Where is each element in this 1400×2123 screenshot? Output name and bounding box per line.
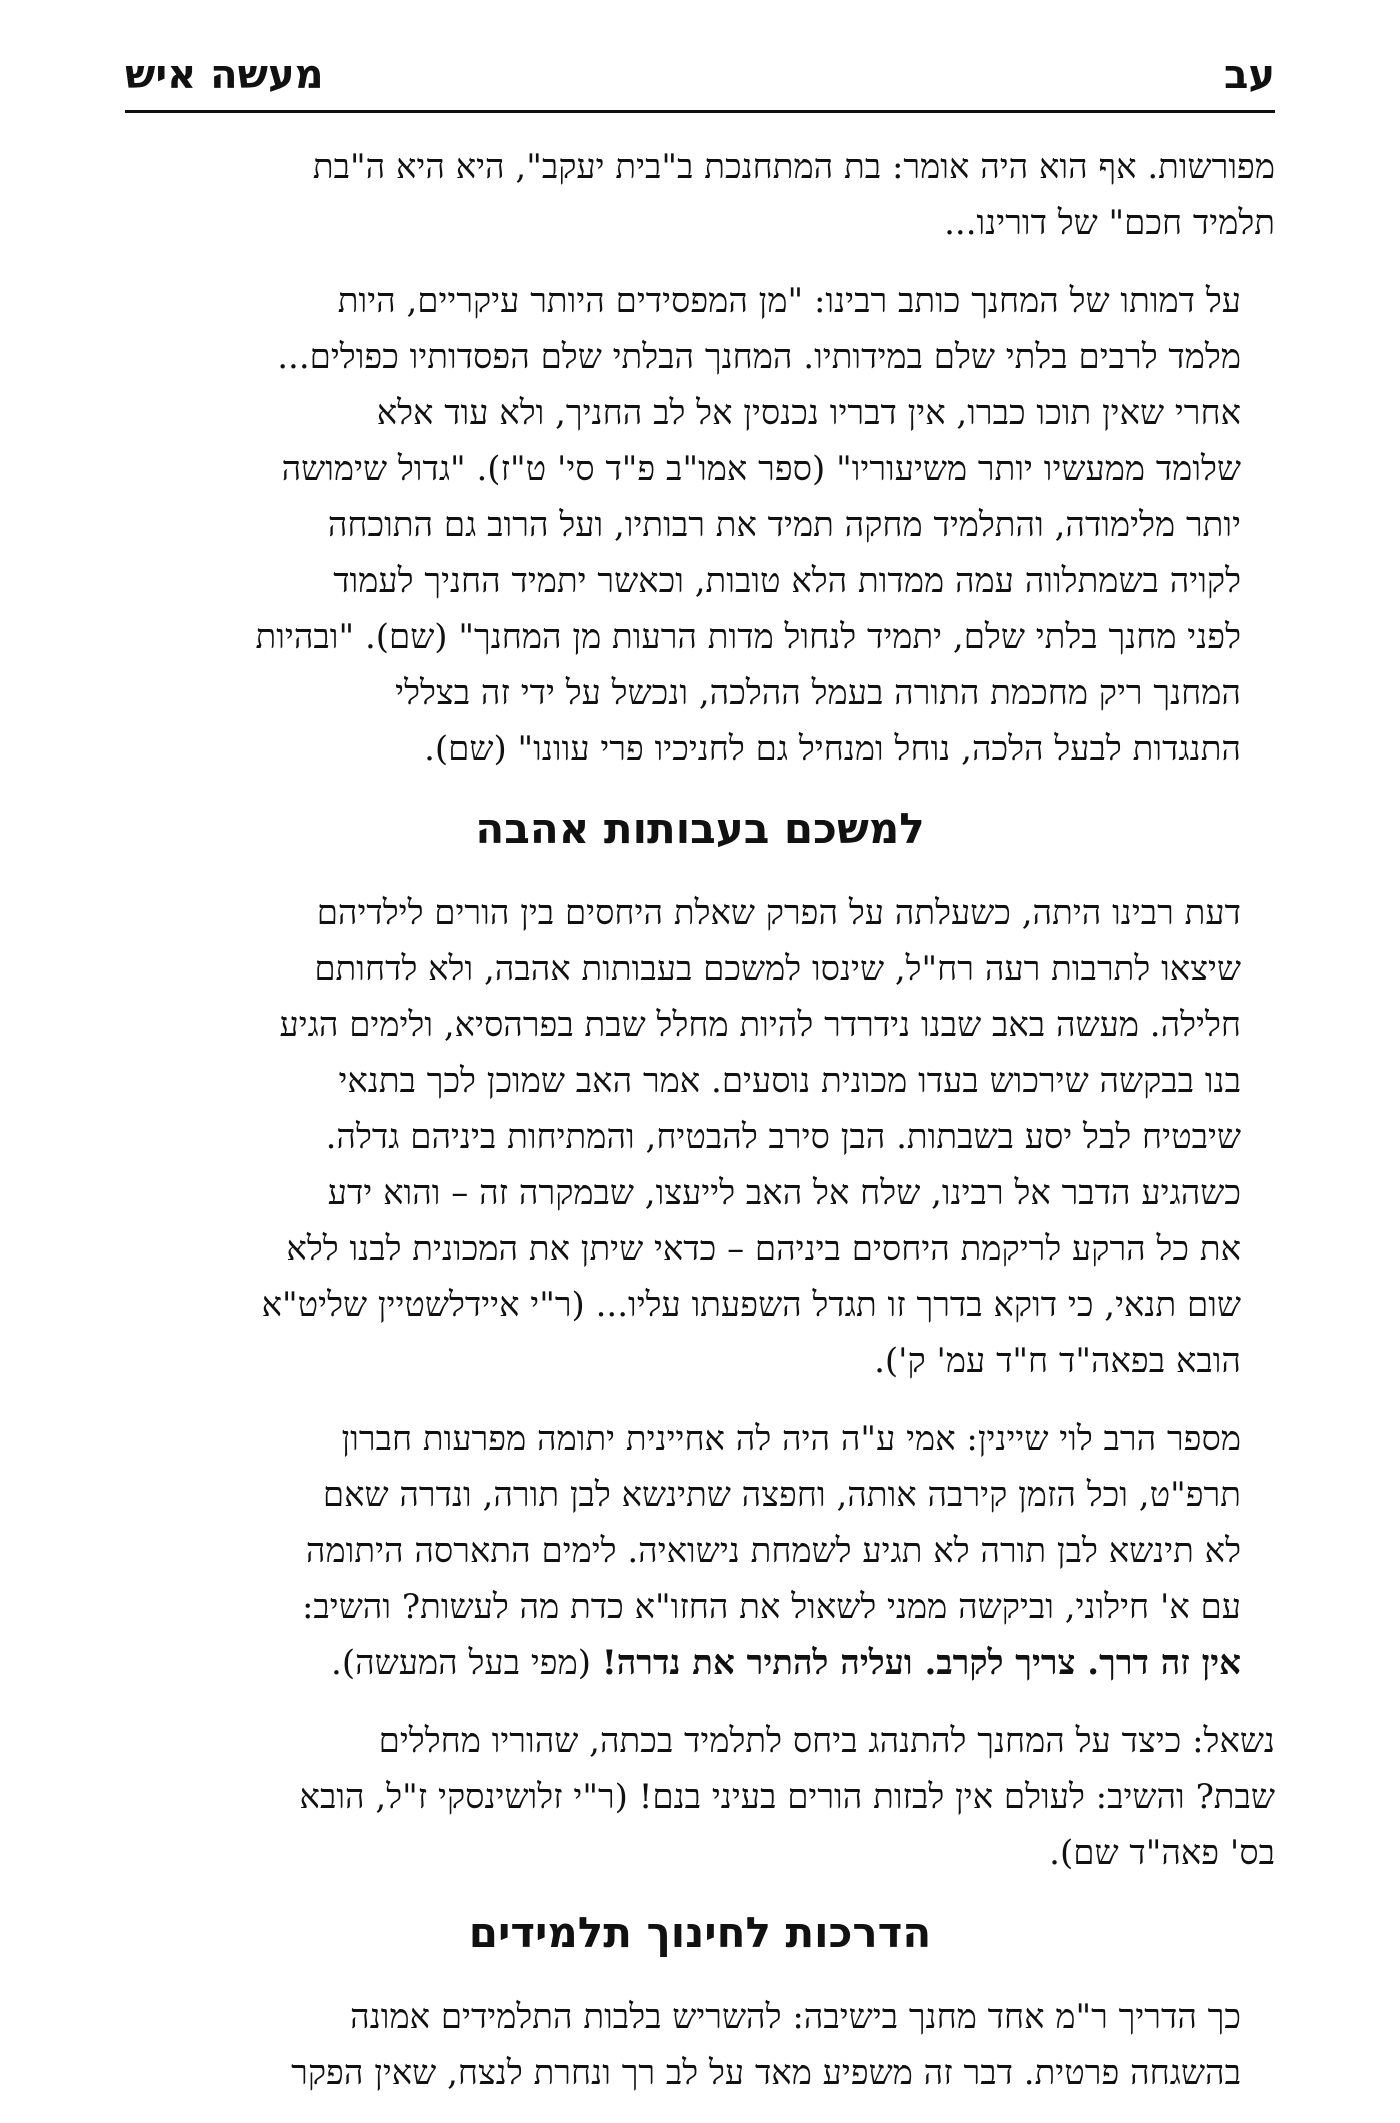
- text-line: [125, 1635, 1275, 1691]
- text-line: לא תינשא לבן תורה לא תגיע לשמחת נישואיה. לימים התארסה היתומה: [305, 1531, 1241, 1571]
- text-line: מספר הרב לוי שיינין: אמי ע"ה היה לה אחיינית יתומה מפרעות חברון: [341, 1419, 1241, 1459]
- text-line: תרפ"ט, וכל הזמן קירבה אותה, וחפצה שתינשא לבן תורה, ונדרה שאם: [322, 1475, 1241, 1515]
- text-line: יותר מלימודה, והתלמיד מחקה תמיד את רבותיו, ועל הרוב גם התוכחה: [327, 505, 1241, 545]
- text-line: שום תנאי, כי דוקא בדרך זו תגדל השפעתו עליו... (ר"י איידלשטיין שליט"א: [261, 1285, 1241, 1325]
- text-line: דעת רבינו היתה, כשעלתה על הפרק שאלת היחסים בין הורים לילדיהם: [316, 893, 1241, 933]
- text-line: את כל הרקע לריקמת היחסים ביניהם – כדאי שיתן את המכונית לבנו ללא: [286, 1229, 1241, 1269]
- text-line: חלילה. מעשה באב שבנו נידרדר להיות מחלל שבת בפרהסיא, ולימים הגיע: [279, 1005, 1241, 1045]
- text-line: שיצאו לתרבות רעה רח"ל, שינסו למשכם בעבותות אהבה, ולא לדחותם: [314, 949, 1241, 989]
- paragraph: [125, 273, 1275, 777]
- text-line: כך הדריך ר"מ אחד מחנך בישיבה: להשריש בלבות התלמידים אמונה: [350, 1997, 1241, 2037]
- text-line: תלמיד חכם" של דורינו...: [944, 203, 1275, 243]
- section-heading: הדרכות לחינוך תלמידים: [468, 1908, 932, 1957]
- paragraph: [125, 1713, 1275, 1881]
- text-line: התנגדות לבעל הלכה, נוחל ומנחיל גם לחניכיו פרי עוונו" (שם).: [424, 729, 1241, 769]
- text-line: לפני מחנך בלתי שלם, יתמיד לנחול מדות הרעות מן המחנך" (שם). "ובהיות: [255, 617, 1241, 657]
- text-line: שיבטיח לבל יסע בשבתות. הבן סירב להבטיח, והמתיחות ביניהם גדלה.: [325, 1117, 1241, 1157]
- text-line: בס' פאה"ד שם).: [1049, 1833, 1275, 1873]
- source-citation: (מפי בעל המעשה).: [331, 1643, 602, 1683]
- text-line: לקויה בשמתלווה עמה ממדות הלא טובות, וכאשר יתמיד החניך לעמוד: [333, 561, 1241, 601]
- text-line: הובא בפאה"ד ח"ד עמ' ק').: [874, 1341, 1241, 1381]
- document-page: [125, 40, 1275, 2123]
- text-line: מלמד לרבים בלתי שלם במידותיו. המחנך הבלתי שלם הפסדותיו כפולים...: [277, 337, 1241, 377]
- text-line: המחנך ריק מחכמת התורה בעמל ההלכה, ונכשל על ידי זה בצללי: [395, 673, 1241, 713]
- text-line: שלומד ממעשיו יותר משיעוריו" (ספר אמו"ב פ"ד סי' ט"ז). "גדול שימושה: [281, 449, 1241, 489]
- paragraph: [125, 1989, 1275, 2101]
- paragraph: [125, 139, 1275, 251]
- text-line: כשהגיע הדבר אל רבינו, שלח אל האב לייעצו, שבמקרה זה – והוא ידע: [327, 1173, 1241, 1213]
- text-line: נשאל: כיצד על המחנך להתנהג ביחס לתלמיד בכתה, שהוריו מחללים: [378, 1721, 1275, 1761]
- text-line: על דמותו של המחנך כותב רבינו: "מן המפסידים היותר עיקריים, היות: [337, 281, 1241, 321]
- text-line: בהשגחה פרטית. דבר זה משפיע מאד על לב רך ונחרת לנצח, שאין הפקר: [291, 2053, 1241, 2093]
- section-heading: למשכם בעבותות אהבה: [475, 804, 925, 853]
- running-header: [125, 40, 1275, 113]
- text-line: שבת? והשיב: לעולם אין לבזות הורים בעיני בנם! (ר"י זלושינסקי ז"ל, הובא: [299, 1777, 1275, 1817]
- text-line: אחרי שאין תוכו כברו, אין דבריו נכנסין אל לב החניך, ולא עוד אלא: [376, 393, 1241, 433]
- text-line: מפורשות. אף הוא היה אומר: בת המתחנכת ב"בית יעקב", היא היא ה"בת: [312, 147, 1275, 187]
- book-title: מעשה איש: [125, 52, 324, 98]
- page-number: עב: [1223, 52, 1275, 98]
- text-line: בנו בבקשה שירכוש בעדו מכונית נוסעים. אמר האב שמוכן לכך בתנאי: [338, 1061, 1241, 1101]
- text-line: עם א' חילוני, וביקשה ממני לשאול את החזו"א כדת מה לעשות? והשיב:: [301, 1587, 1241, 1627]
- bold-quote: אין זה דרך. צריך לקרב. ועליה להתיר את נדרה!: [601, 1643, 1241, 1683]
- paragraph: [125, 1411, 1275, 1691]
- paragraph: [125, 885, 1275, 1389]
